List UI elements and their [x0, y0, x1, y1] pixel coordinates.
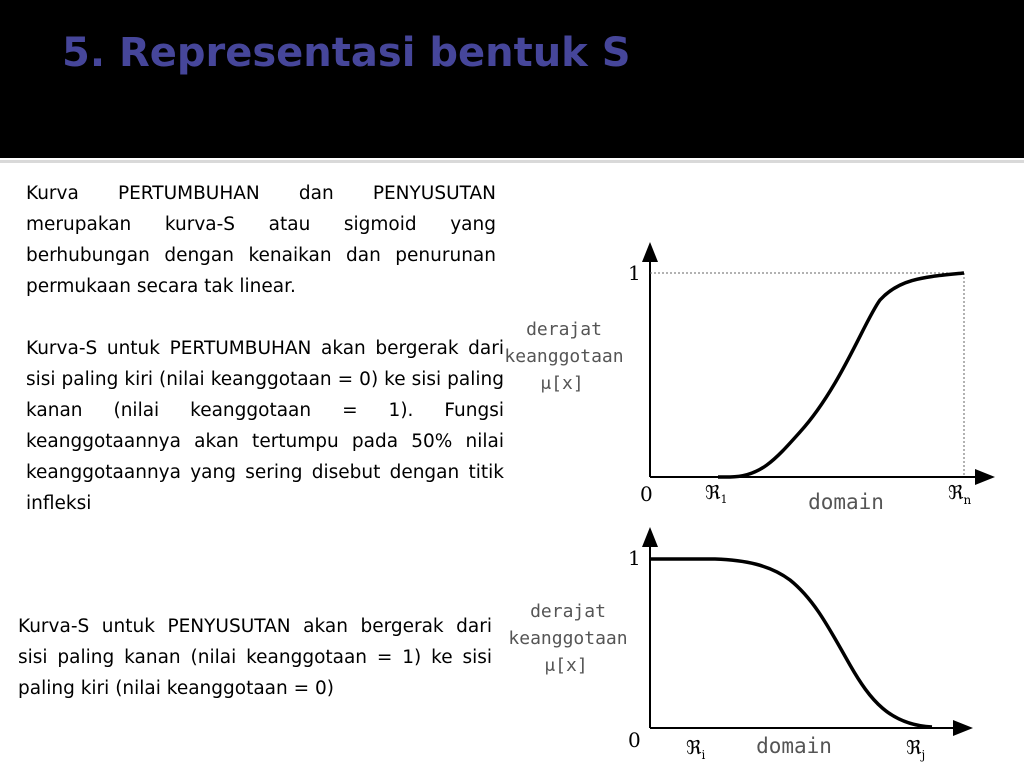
shrink-x-end-label: ℜ$_j$ — [906, 737, 926, 762]
shrink-ylabel-line1: derajat — [530, 601, 606, 622]
growth-x-end-label: ℜ$_n$ — [948, 482, 972, 507]
shrink-x-start-label: ℜ$_i$ — [686, 737, 706, 762]
shrink-diagram — [508, 537, 963, 762]
growth-origin-label: 0 — [640, 482, 653, 506]
paragraph-growth: Kurva-S untuk PERTUMBUHAN akan bergerak dari sisi paling kiri (nilai keanggotaan = 0) ke sisi paling kanan (nilai keanggotaan = 1). Fungsi keanggotaannya akan tertumpu pada 50% nilai keanggotaannya yang sering disebut dengan titik infleksi — [26, 338, 504, 514]
growth-diagram — [504, 252, 985, 514]
growth-ylabel-line1: derajat — [526, 319, 602, 340]
growth-ylabel-line2: keanggotaan — [504, 346, 624, 367]
shrink-ylabel-line2: keanggotaan — [508, 628, 628, 649]
paragraph-shrink: Kurva-S untuk PENYUSUTAN akan bergerak dari sisi paling kanan (nilai keanggotaan = 1) ke sisi paling kiri (nilai keanggotaan = 0) — [18, 616, 492, 699]
slide-title: 5. Representasi bentuk S — [62, 30, 631, 76]
growth-xlabel: domain — [808, 490, 884, 514]
shrink-origin-label: 0 — [628, 728, 641, 752]
growth-y-max-label: 1 — [628, 261, 641, 285]
shrink-y-max-label: 1 — [628, 546, 641, 570]
shrink-ylabel-line3: μ[x] — [544, 655, 588, 676]
growth-ylabel-line3: μ[x] — [540, 373, 584, 394]
growth-x-start-label: ℜ$_1$ — [705, 482, 728, 506]
growth-s-curve — [718, 273, 964, 477]
shrink-xlabel: domain — [756, 734, 832, 758]
paragraph-intro: Kurva PERTUMBUHAN dan PENYUSUTAN merupakan kurva-S atau sigmoid yang berhubungan dengan kenaikan dan penurunan permukaan secara tak linear. — [26, 183, 496, 297]
shrink-s-curve — [651, 559, 932, 727]
